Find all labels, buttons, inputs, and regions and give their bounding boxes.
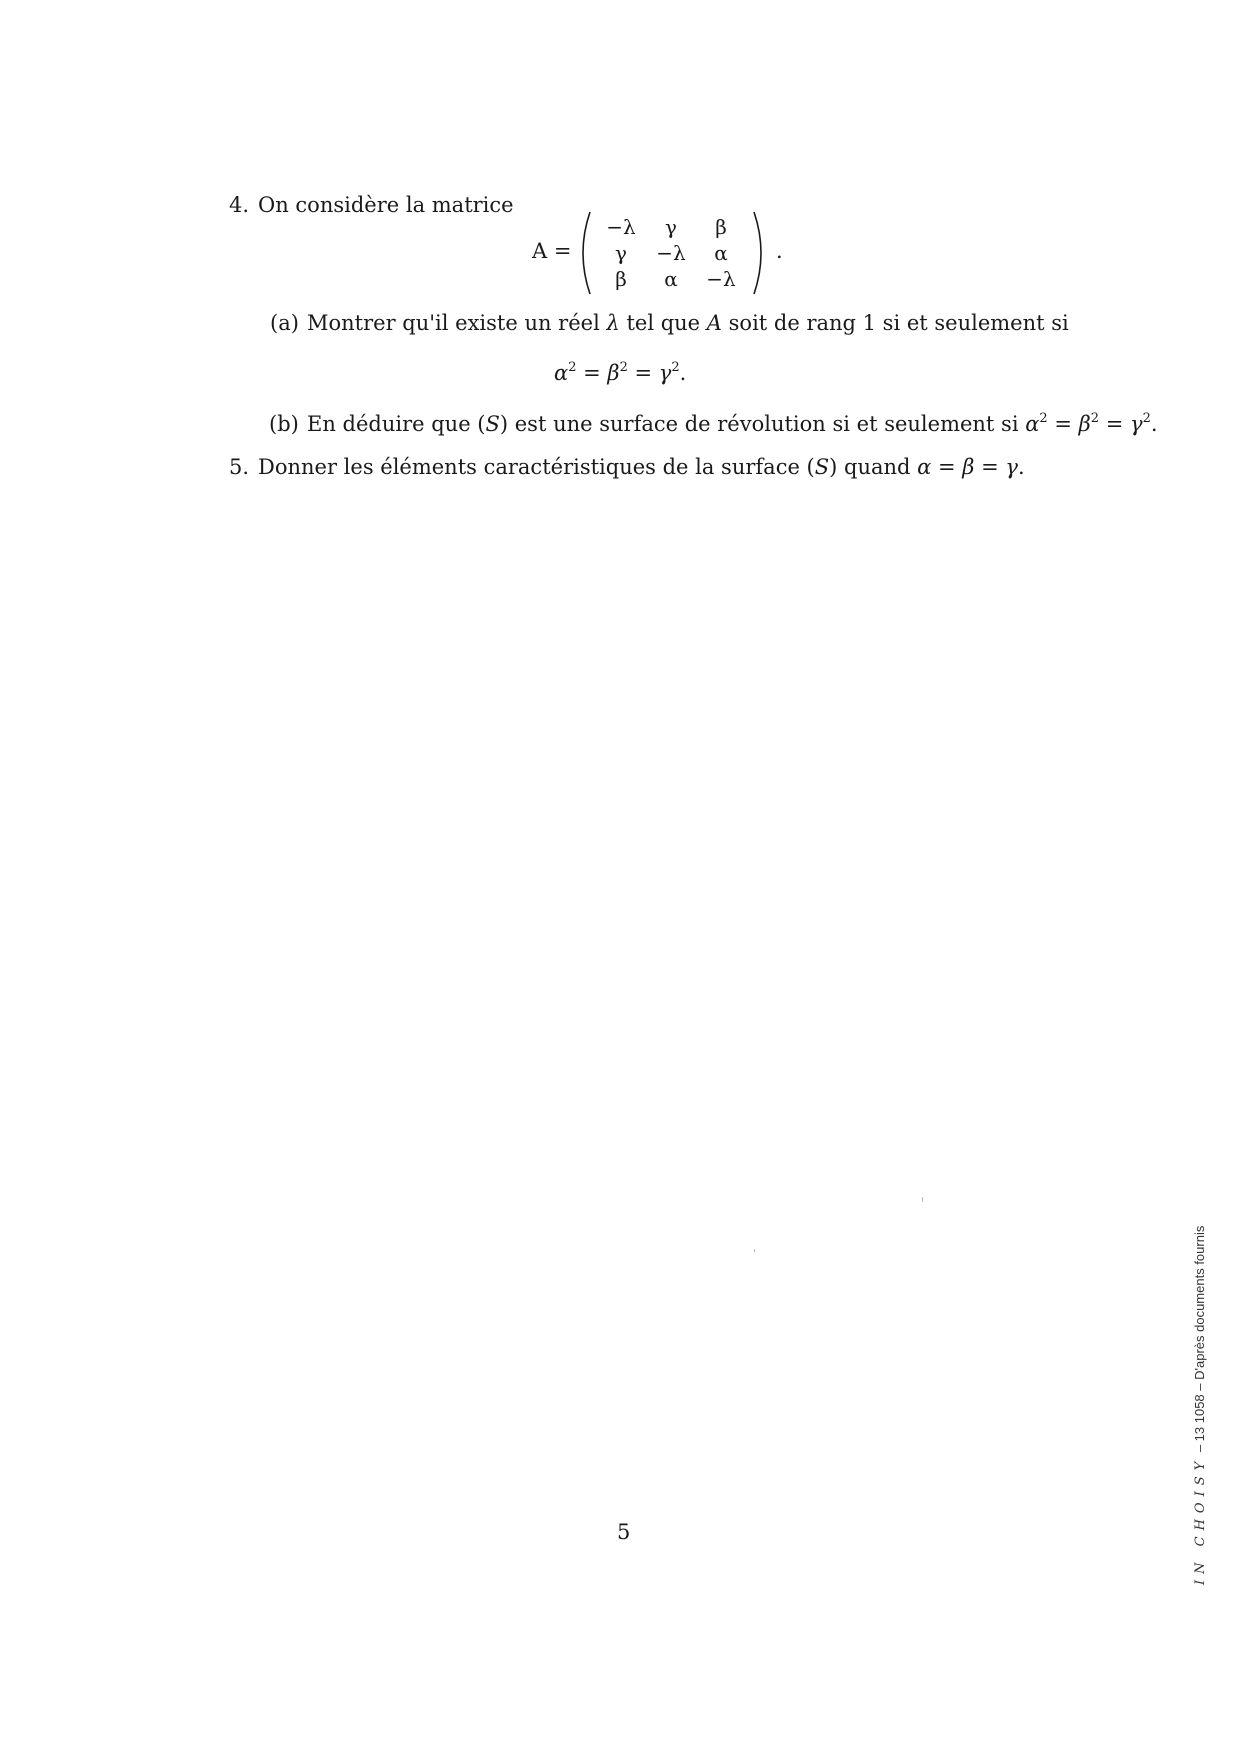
page-number: 5 [617, 1520, 631, 1544]
item-a-label: (a) [270, 311, 299, 335]
item-b-text: En déduire que (S) est une surface de révolution si et seulement si $\alpha^2 = \beta^2 = \gamma^2$. [307, 411, 1158, 436]
scan-speck [922, 1197, 923, 1202]
matrix-cell: α [714, 241, 728, 265]
matrix-cell: −λ [656, 241, 686, 265]
question-5-number: 5. [229, 455, 250, 479]
matrix-trailing-dot: . [776, 239, 783, 263]
matrix-lhs: A = [532, 239, 572, 263]
item-b-label: (b) [269, 412, 299, 436]
matrix-cell: −λ [606, 215, 636, 239]
matrix-cell: γ [615, 241, 627, 265]
right-parenthesis [752, 210, 770, 296]
matrix-cell: β [615, 267, 627, 291]
item-a-text: Montrer qu'il existe un réel λ tel que A soit de rang 1 si et seulement si [307, 311, 1069, 335]
equation-alpha-beta-gamma: $\alpha^2 = \beta^2 = \gamma^2$. [554, 360, 687, 385]
matrix-cell: γ [665, 215, 677, 239]
question-4-number: 4. [229, 193, 250, 217]
matrix-a [532, 210, 784, 296]
matrix-cell: β [715, 215, 727, 239]
question-5-text: Donner les éléments caractéristiques de la surface (S) quand α = β = γ. [258, 455, 1025, 479]
matrix-cell: −λ [706, 267, 736, 291]
scan-speck [754, 1249, 755, 1252]
question-4-intro: On considère la matrice [258, 193, 514, 217]
matrix-cell: α [664, 267, 678, 291]
left-parenthesis [574, 210, 592, 296]
printer-imprint: IN CHOISY – 13 1058 – D'après documents fournis [1192, 1225, 1208, 1585]
